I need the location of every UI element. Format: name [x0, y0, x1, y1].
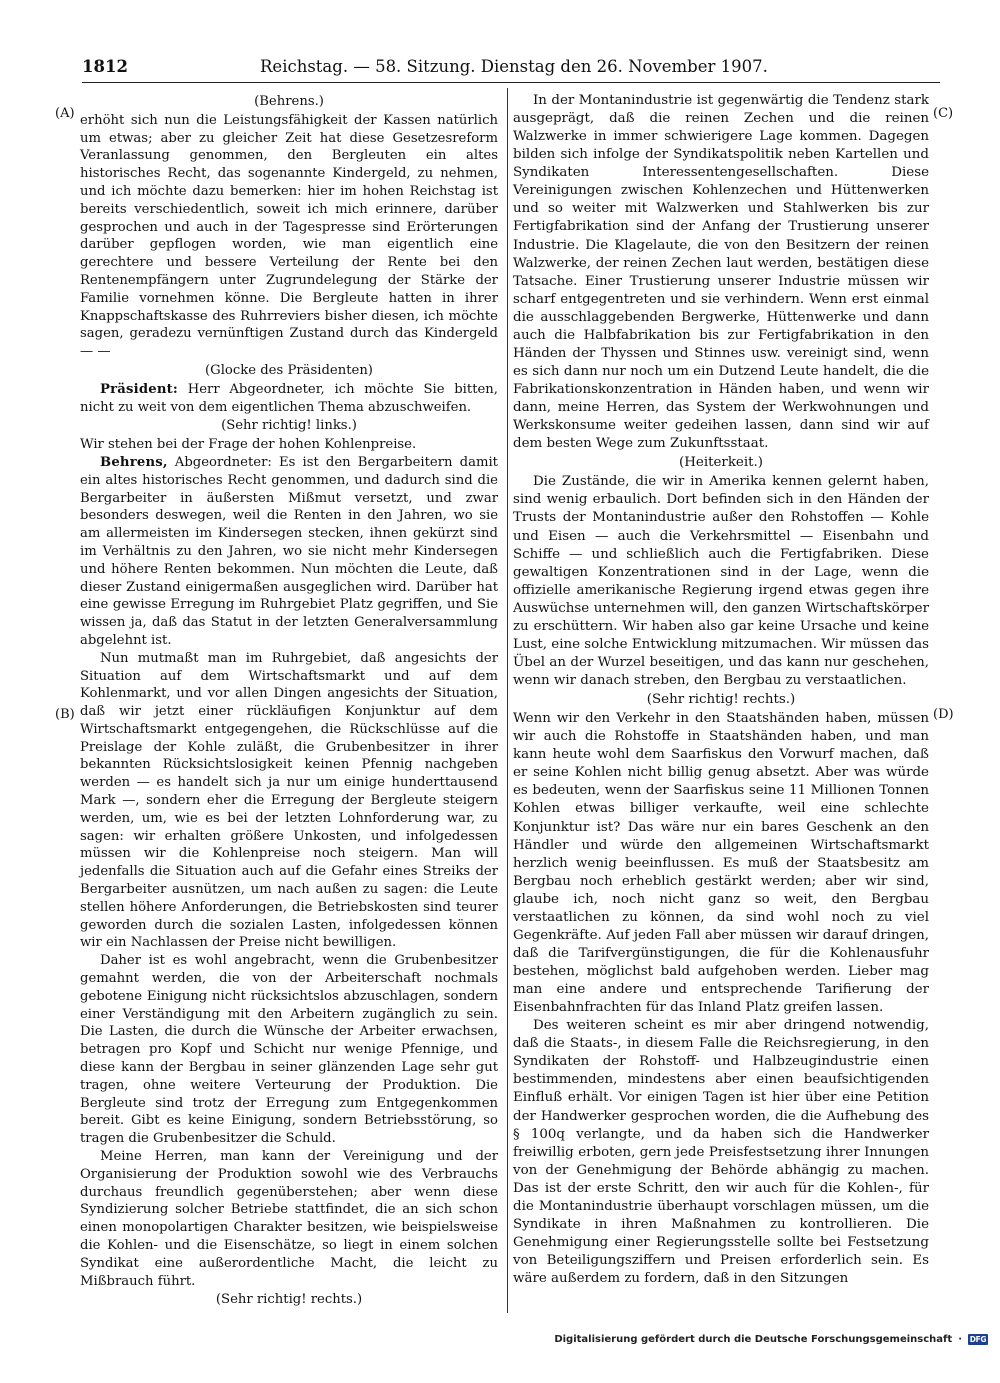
speaker-name: Präsident: — [100, 381, 179, 397]
page-header — [82, 57, 940, 81]
footer-text: Digitalisierung gefördert durch die Deutsche Forschungsgemeinschaft — [554, 1334, 953, 1345]
stage-direction: (Sehr richtig! links.) — [221, 418, 357, 434]
paragraph: Des weiteren scheint es mir aber dringend notwendig, daß die Staats-, in diesem Falle die Reichsregierung, in den Syndikaten der Rohstoff- und Halbzeugindustrie einen bestimmenden, mindestens aber einen beaufsichtigenden Einfluß erhält. Vor einigen Tagen ist hier über eine Petition der Handwerker gesprochen worden, die die Aufhebung des § 100q verlangte, und da haben sich die Handwerker freiwillig erboten, gern jede Preisfestsetzung ihrer Innungen von der Genehmigung der Behörde abhängig zu machen. Das ist der erste Schritt, den wir auch für die Kohlen-, für die Montanindustrie überhaupt vorschlagen müssen, um die Syndikate in ihren Maßnahmen zu kontrollieren. Die Genehmigung einer Regierungsstelle sollte bei Festsetzung von Beteiligungsziffern und Preisen erforderlich sein. Es wäre außerdem zu fordern, daß in den Sitzungen — [513, 1018, 929, 1287]
speech-paragraph — [80, 381, 498, 417]
paragraph: Meine Herren, man kann der Vereinigung und der Organisierung der Produktion sowohl wie des Verbrauchs durchaus freundlich gegenüberstehen; aber wenn diese Syndizierung solcher Betriebe stattfindet, die an sich schon einen monopolartigen Charakter besitzen, wie beispielsweise die Kohlen- und die Eisenschätze, so liegt in einem solchen Syndikat eine außerordentliche Macht, die leicht zu Mißbrauch führt. — [80, 1149, 498, 1289]
paragraph: Daher ist es wohl angebracht, wenn die Grubenbesitzer gemahnt werden, die von der Arbeiterschaft nochmals gebotene Einigung nicht rücksichtslos abzuschlagen, sondern einer Verständigung mit den Arbeitern zugänglich zu sein. Die Lasten, die durch die Wünsche der Arbeiter erwachsen, betragen pro Kopf und Schicht nur wenige Pfennige, und diese kann der Bergbau in seiner glänzenden Lage sehr gut tragen, ohne weitere Verteurung der Produktion. Die Bergleute sind trotz der Erregung zum Entgegenkommen bereit. Gibt es keine Einigung, sondern Betriebsstörung, so tragen die Grubenbesitzer die Schuld. — [80, 953, 498, 1147]
margin-marker-a: (A) — [55, 106, 75, 121]
dfg-logo-icon: DFG — [969, 1335, 987, 1344]
margin-marker-c: (C) — [933, 106, 954, 121]
speaker-name: Behrens, — [100, 454, 168, 470]
stage-direction: (Behrens.) — [254, 94, 324, 109]
stage-direction: (Glocke des Präsidenten) — [205, 362, 373, 378]
stage-direction: (Sehr richtig! rechts.) — [215, 1292, 363, 1308]
paragraph: Wenn wir den Verkehr in den Staatshänden haben, müssen wir auch die Rohstoffe in Staatshänden haben, und man kann heute wohl dem Saarfiskus den Vorwurf machen, daß er seine Kohlen nicht billig genug absetzt. Aber was würde es bedeuten, wenn der Saarfiskus seine 11 Millionen Tonnen Kohlen etwas billiger verkaufte, weil eine schlechte Konjunktur ist? Das wäre nur ein bares Geschenk an den Händler und würde den allgemeinen Wirtschaftsmarkt herzlich wenig beeinflussen. Es muß der Staatsbesitz am Bergbau noch erheblich gestärkt werden; aber wir sind, glaube ich, noch nicht ganz so weit, den Bergbau verstaatlichen zu können, da sind wohl noch zu viel Gegenkräfte. Auf jeden Fall aber müssen wir darauf dringen, daß die Tarifvergünstigungen, die für die Kohlenausfuhr bestehen, möglichst bald aufgehoben werden. Lieber mag man eine andere und entsprechende Tarifierung der Eisenbahnfrachten für das Inland Platz greifen lassen. — [513, 711, 929, 1016]
speech-text: Herr Abgeordneter, ich möchte Sie bitten, nicht zu weit von dem eigentlichen Thema abzuschweifen. — [80, 381, 498, 415]
page-number: 1812 — [82, 57, 128, 76]
session-title: Reichstag. — 58. Sitzung. Dienstag den 26. November 1907. — [260, 57, 768, 76]
column-divider — [507, 88, 508, 1313]
paragraph: In der Montanindustrie ist gegenwärtig die Tendenz stark ausgeprägt, daß die reinen Zechen und die reinen Walzwerke in immer schwierigere Lage kommen. Dagegen bilden sich infolge der Syndikatspolitik neben Kartellen und Syndikaten Interessentengesellschaften. Diese Vereinigungen zwischen Kohlenzechen und Hüttenwerken und so weiter mit Walzwerken und Stahlwerken bis zur Fertigfabrikation sind der Anfang der Trustierung unserer Industrie. Die Klagelaute, die von den Besitzern der reinen Walzwerke, der reinen Zechen laut werden, bestätigen diese Tatsache. Einer Trustierung unserer Industrie müssen wir scharf entgegentreten und sie verhindern. Wenn erst einmal die ausschlaggebenden Bergwerke, Hüttenwerke und dann auch die Halbfabrikation bis zur Fertigfabrikation in den Händen der Thyssen und Stinnes usw. vereinigt sind, wenn es sich dann nur noch um ein Dutzend Leute handelt, die die Fabrikationskonzentration in Händen haben, und wenn wir dann, meine Herren, das System der Werkwohnungen und Werkskonsume weiter gedeihen lassen, dann sind wir auf dem besten Wege zum Zukunftsstaat. — [513, 93, 929, 452]
margin-marker-b: (B) — [55, 707, 75, 722]
paragraph: Wir stehen bei der Frage der hohen Kohlenpreise. — [80, 437, 417, 453]
margin-marker-d: (D) — [933, 707, 954, 722]
paragraph: Die Zustände, die wir in Amerika kennen gelernt haben, sind wenig erbaulich. Dort befinden sich in den Händen der Trusts der Montanindustrie außer den Rohstoffen — Kohle und Eisen — auch die Verkehrsmittel — Eisenbahn und Schiffe — und schließlich auch die Fertigfabriken. Diese gewaltigen Konzentrationen sind in der Lage, wenn die offizielle amerikanische Regierung irgend etwas gegen ihre Auswüchse unternehmen will, den ganzen Wirtschaftskörper zu erschüttern. Wir haben also gar keine Ursache und keine Lust, eine solche Entwicklung mitzumachen. Wir müssen das Übel an der Wurzel beseitigen, und das kann nur geschehen, wenn wir danach streben, den Bergbau zu verstaatlichen. — [513, 474, 929, 688]
speech-paragraph — [80, 454, 498, 650]
footer-credit: Digitalisierung gefördert durch die Deutsche Forschungsgemeinschaft · DFG — [554, 1334, 987, 1345]
stage-direction: (Sehr richtig! rechts.) — [646, 692, 796, 708]
left-column — [80, 92, 498, 1310]
paragraph: Nun mutmaßt man im Ruhrgebiet, daß angesichts der Situation auf dem Wirtschaftsmarkt und auf dem Kohlenmarkt, und vor allen Dingen angesichts der Situation, daß wir jetzt einer rückläufigen Konjunktur auf dem Wirtschaftsmarkt entgegengehen, die Rückschlüsse auf die Preislage der Kohle zuläßt, die Grubenbesitzer in ihrer bekannten Rücksichtslosigkeit keinen Pfennig nachgeben werden — es handelt sich ja nur um einige hunderttausend Mark —, sondern eher die Erregung der Bergleute steigern werden, um, wie es bei der letzten Lohnforderung war, zu sagen: wir erhalten größere Unkosten, und infolgedessen müssen wir die Kohlenpreise noch steigern. Man will jedenfalls die Situation auch auf die Gefahr eines Streiks der Bergarbeiter ausnützen, um nach außen zu sagen: die Leute stellen höhere Anforderungen, die Betriebskosten sind teurer geworden durch die sozialen Lasten, infolgedessen können wir ein Nachlassen der Preise nicht bewilligen. — [80, 650, 498, 951]
right-column — [513, 92, 929, 1288]
header-rule — [82, 82, 940, 83]
paragraph: erhöht sich nun die Leistungsfähigkeit der Kassen natürlich um etwas; aber zu gleicher Zeit hat diese Gesetzesreform Veranlassung genommen, den Bergleuten ein altes historisches Recht, das sogenannte Kindergeld, zu nehmen, und ich möchte dazu bemerken: hier im hohen Reichstag ist bereits verschiedentlich, soweit ich mich erinnere, darüber gesprochen und auch in der Tagespresse sind Erörterungen darüber gepflogen worden, wie man eigentlich eine gerechtere und bessere Verteilung der Rente bei den Rentenempfängern unter Zugrundelegung der Stärke der Familie vornehmen könne. Die Bergleute hatten in ihrer Knappschaftskasse des Ruhrreviers bisher diesen, ich möchte sagen, geradezu vernünftigen Zustand durch das Kindergeld — — — [80, 112, 498, 360]
stage-direction: (Heiterkeit.) — [679, 455, 763, 471]
speech-text: Abgeordneter: Es ist den Bergarbeitern damit ein altes historisches Recht genommen, und dadurch sind die Bergarbeiter in äußersten Mißmut versetzt, und zwar besonders deswegen, weil die Renten in den Jahren, wo sie am allermeisten im Kindersegen stecken, ihnen gekürzt sind im Verhältnis zu den Jahren, wo sie nicht mehr Kindersegen und höhere Renten bekommen. Nun möchten die Leute, daß dieser Zustand einigermaßen ausgeglichen wird. Darüber hat eine gewisse Erregung im Ruhrgebiet Platz gegriffen, und Sie wissen ja, daß das Statut in der letzten Generalversammlung abgelehnt ist. — [80, 454, 498, 648]
